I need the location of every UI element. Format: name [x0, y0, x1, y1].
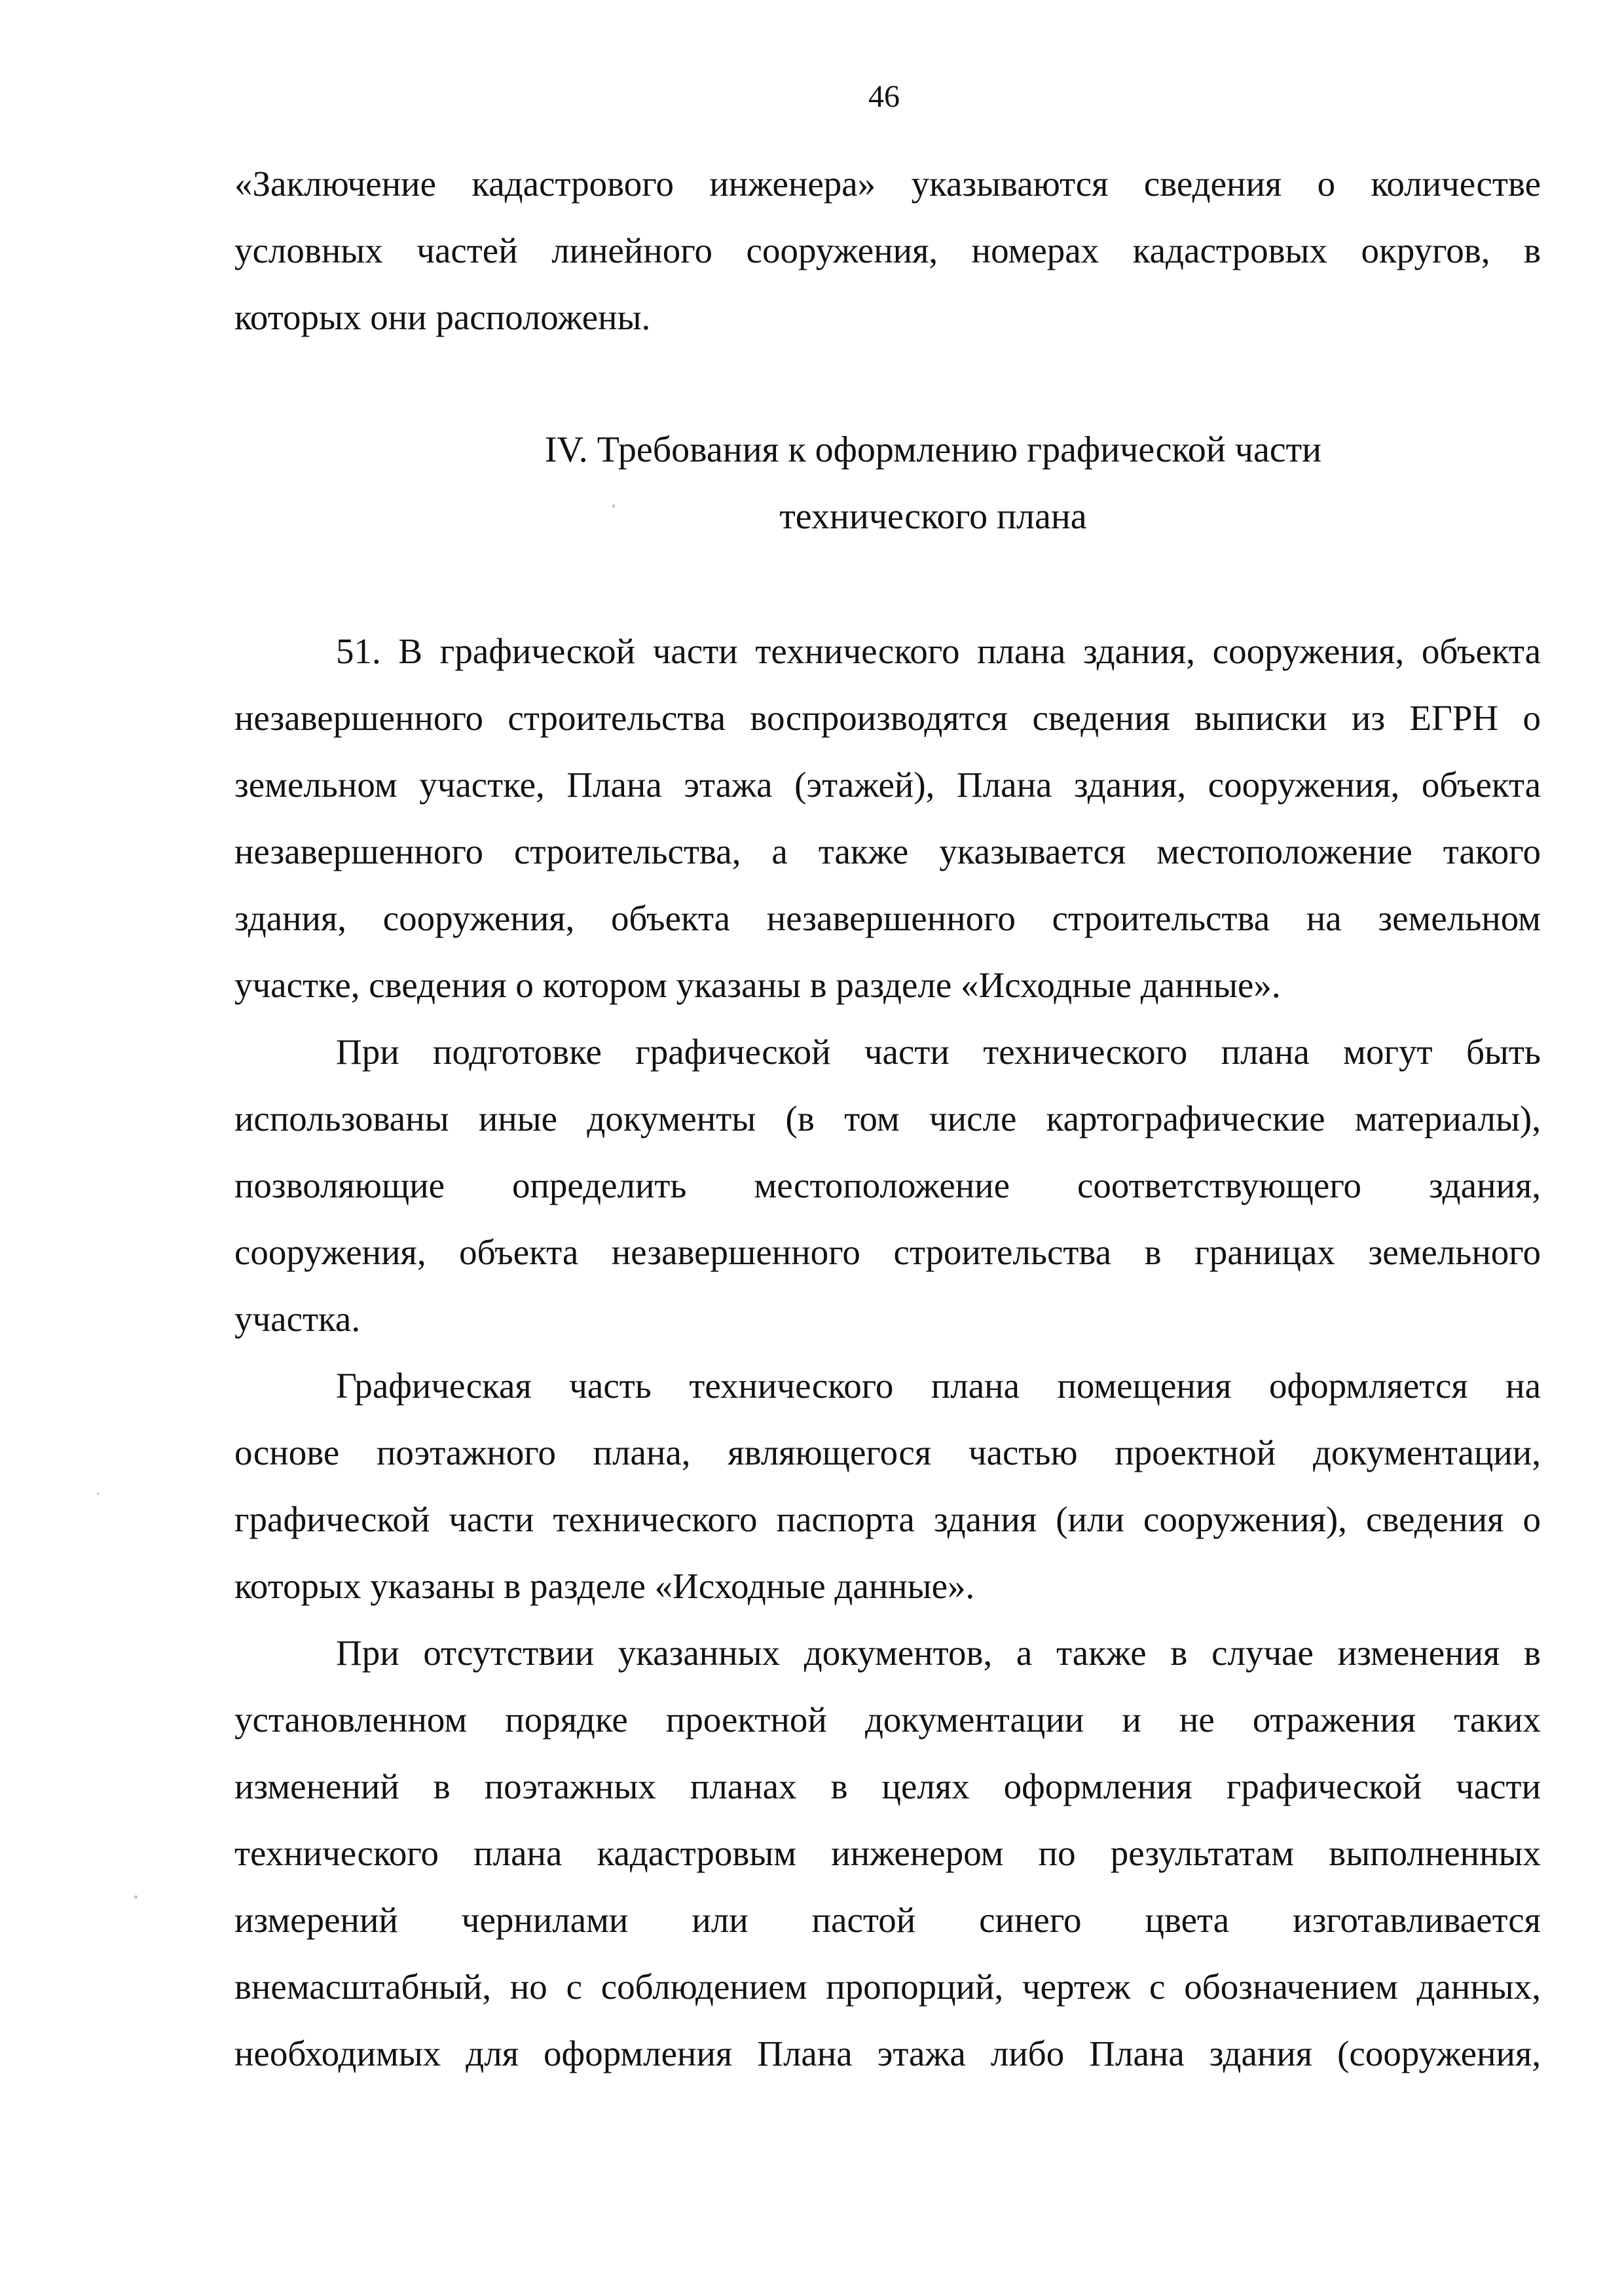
text-line: незавершенного строительства воспроизводятся сведения выписки из ЕГРН о [234, 698, 1541, 738]
paragraph-graphic-part [234, 1353, 1541, 1620]
text-line: При отсутствии указанных документов, а также в случае изменения в [336, 1633, 1541, 1673]
text-line: сооружения, объекта незавершенного строительства в границах земельного [234, 1232, 1541, 1272]
text-line: основе поэтажного плана, являющегося частью проектной документации, [234, 1432, 1541, 1472]
text-line: установленном порядке проектной документации и не отражения таких [234, 1700, 1541, 1740]
text-line: участке, сведения о котором указаны в разделе «Исходные данные». [234, 965, 1281, 1005]
text-line: При подготовке графической части технического плана могут быть [336, 1032, 1541, 1072]
text-line: условных частей линейного сооружения, номерах кадастровых округов, в [234, 230, 1541, 270]
text-line: графической части технического паспорта здания (или сооружения), сведения о [234, 1499, 1541, 1539]
page-number: 46 [868, 79, 900, 114]
text-line: которых они расположены. [234, 297, 651, 337]
paragraph-51 [234, 618, 1541, 1019]
text-line: «Заключение кадастрового инженера» указываются сведения о количестве [234, 164, 1541, 204]
text-line: земельном участке, Плана этажа (этажей), Плана здания, сооружения, объекта [234, 765, 1541, 805]
scan-speck [612, 504, 615, 508]
text-line: измерений чернилами или пастой синего цвета изготавливается [234, 1900, 1541, 1940]
text-line: технического плана кадастровым инженером по результатам выполненных [234, 1833, 1541, 1873]
text-line: изменений в поэтажных планах в целях оформления графической части [234, 1766, 1541, 1806]
text-line: необходимых для оформления Плана этажа либо Плана здания (сооружения, [234, 2033, 1541, 2073]
text-line: Графическая часть технического плана помещения оформляется на [336, 1366, 1541, 1406]
text-line: участка. [234, 1299, 361, 1339]
text-line: внемасштабный, но с соблюдением пропорций, чертеж с обозначением данных, [234, 1967, 1541, 2007]
text-line: незавершенного строительства, а также указывается местоположение такого [234, 831, 1541, 871]
scan-speck [97, 1493, 99, 1495]
intro-paragraph [234, 151, 1541, 351]
text-line: здания, сооружения, объекта незавершенного строительства на земельном [234, 898, 1541, 938]
section-heading-line-1: IV. Требования к оформлению графической части [544, 429, 1322, 470]
section-heading-line-2: технического плана [779, 496, 1087, 537]
text-line: которых указаны в разделе «Исходные данные». [234, 1566, 975, 1606]
text-line: использованы иные документы (в том числе картографические материалы), [234, 1099, 1541, 1139]
paragraph-preparation [234, 1019, 1541, 1353]
scan-speck [134, 1895, 138, 1899]
paragraph-absence [234, 1620, 1541, 2087]
text-line: 51. В графической части технического плана здания, сооружения, объекта [336, 631, 1541, 671]
text-line: позволяющие определить местоположение соответствующего здания, [234, 1165, 1541, 1205]
